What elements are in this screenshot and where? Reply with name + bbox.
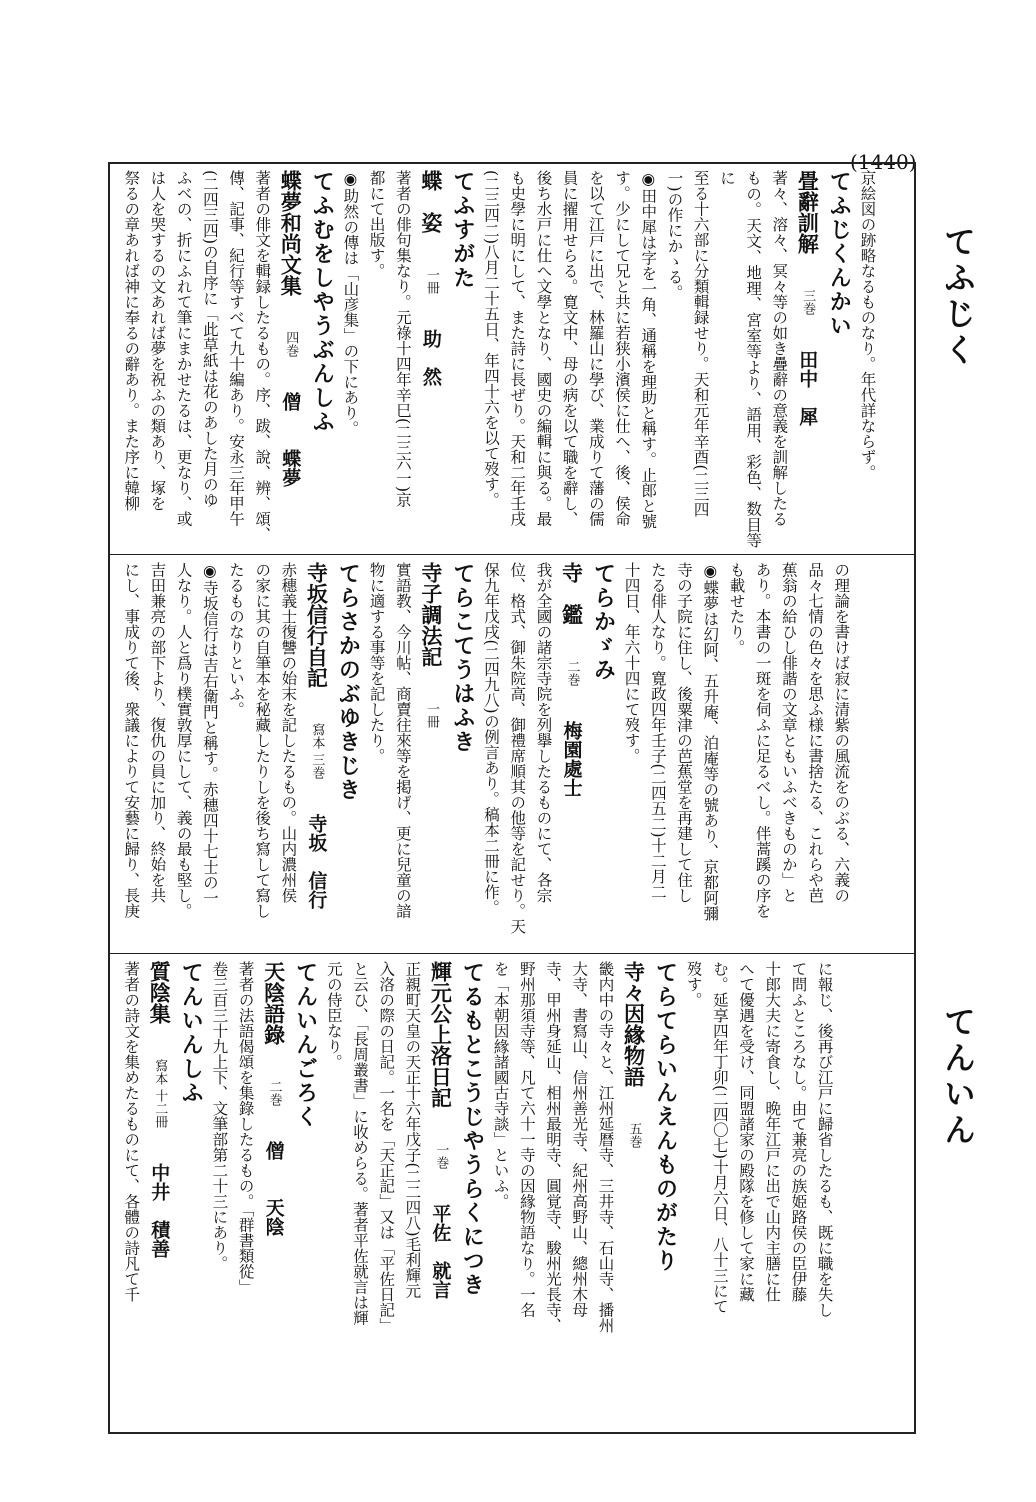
title-text: 寺坂信行自記 xyxy=(304,562,330,688)
text-line: にし、事成りて後、衆議によりて安藝に歸り、長庚 xyxy=(122,562,141,919)
text-line: 吉田兼亮の部下より、復仇の員に加り、終始を共 xyxy=(148,562,167,903)
volume-count: 寫本 十二冊 xyxy=(152,1059,168,1129)
title-text: 質陰集 xyxy=(147,961,173,1024)
title-text: 蝶夢和尚文集 xyxy=(278,170,304,296)
text-line: たる俳人なり。寛政四年壬子(二四五二)十二月二 xyxy=(648,562,667,900)
title-text: 畳辭訓解 xyxy=(795,170,821,254)
text-line: に報じ、後再び江戸に歸省したるも、既に職を失し xyxy=(815,961,834,1318)
text-line: 著々、溶々、冥々等の如き疊辭の意義を訓解したる xyxy=(770,170,789,527)
tier-divider-2 xyxy=(108,953,916,954)
entry-heading: てらかゞみ xyxy=(590,562,616,682)
volume-count: 一冊 xyxy=(423,702,439,728)
text-line: 祭るの章あれば神に奉るの辭あり。また序に韓柳 xyxy=(122,170,141,511)
entry-title xyxy=(556,562,586,946)
text-line: ◉寺坂信行は吉右衛門と稱す。赤穗四十七士の一 xyxy=(200,562,219,906)
author-name: 梅園處士 xyxy=(560,721,583,797)
entry-title xyxy=(425,961,455,1427)
text-line: 正親町天皇の天正十六年戊子(二二四八)毛利輝元 xyxy=(403,961,422,1299)
text-line: 我が全國の諸宗寺院を列擧したるものにて、各宗 xyxy=(534,562,553,903)
text-line: す。少にして兄と共に若狭小濱侯に仕へ、後、侯命 xyxy=(613,170,632,527)
text-line: を以て江戸に出で、林羅山に學び、業成りて藩の儒 xyxy=(586,170,605,527)
entry-heading: てふむをしやうぶんしふ xyxy=(309,170,335,434)
entry-heading: てるもとこうじやうらくにつき xyxy=(459,961,485,1297)
text-line: へて優遇を受け、同盟諸家の殿隊を修して家に藏 xyxy=(737,961,756,1302)
entry-heading: てらさかのぶゆきじき xyxy=(335,562,361,802)
entry-title xyxy=(792,170,822,548)
text-line: ふべの、折にふれて筆にまかせたるは、更なり、或 xyxy=(174,170,193,527)
text-line: 大寺、書寫山、信州善光寺、紀州高野山、總州木母 xyxy=(570,961,589,1318)
text-line: も史學に明にして、また詩に長ぜり。天和二年壬戌 xyxy=(508,170,527,527)
text-line: 物に適する事等を記したり。 xyxy=(367,562,386,764)
title-text: 輝元公上洛日記 xyxy=(428,961,454,1108)
author-name: 平佐 就言 xyxy=(429,1204,452,1299)
title-text: 寺 鑑 xyxy=(559,562,585,625)
text-line: 十郎大夫に寄食し、晩年江戸に出で山内主膳に仕 xyxy=(763,961,782,1302)
running-header-top: てふじく xyxy=(939,225,977,369)
tier-3-text xyxy=(118,961,838,1427)
entry-title xyxy=(416,562,446,946)
page-number: (1440) xyxy=(850,150,917,174)
author-name: 助 然 xyxy=(419,329,442,386)
entry-title xyxy=(618,961,648,1427)
text-line: 蕉翁の給ひし俳諧の文章ともいふべきものか」と xyxy=(779,562,798,903)
text-line: ◉田中犀は字を一角、通稱を理助と稱す。止郎と號 xyxy=(639,170,658,529)
text-line: 後ち水戸に仕へ文學となり、國史の編輯に與る。最 xyxy=(534,170,553,527)
tier-1-text xyxy=(118,170,880,548)
text-line: 入洛の際の日記。一名を「天正記」又は「平佐日記」 xyxy=(377,961,396,1333)
text-line: て問ふところなし。由て兼亮の族姫路侯の臣伊藤 xyxy=(789,961,808,1302)
text-line: 著者の俳文を輯録したるもの。序、跋、說、辨、頌、 xyxy=(253,170,272,542)
entry-heading: てらこてうはふき xyxy=(449,562,475,754)
text-line: たるものなりといふ。 xyxy=(227,562,246,717)
volume-count: 一巻 xyxy=(433,1143,449,1169)
text-line: もの。天文、地理、宮室等より、語用、彩色、数目等に xyxy=(717,170,763,548)
tier-1 xyxy=(118,170,906,548)
tier-2-text xyxy=(118,562,854,946)
entry-heading: てらてらいんえんものがたり xyxy=(652,961,678,1273)
title-text: 天陰語錄 xyxy=(261,961,287,1045)
text-line: を「本朝因緣諸國古寺談」といふ。 xyxy=(491,961,510,1209)
text-line: 寺の子院に住し、後粟津の芭蕉堂を再建して住し xyxy=(675,562,694,903)
title-text: 寺子調法記 xyxy=(418,562,444,667)
text-line: 品々七情の色々を思ふ様に書捨たる、これらや芭 xyxy=(806,562,825,903)
entry-title xyxy=(144,961,174,1427)
entry-title xyxy=(416,170,446,548)
volume-count: 二巻 xyxy=(266,1080,282,1106)
volume-count: 二巻 xyxy=(564,660,580,686)
author-name: 中井 積善 xyxy=(148,1163,171,1259)
text-line: と云ひ、「長周叢書」に收めらる。著者平佐就言は輝 xyxy=(351,961,370,1326)
volume-count: 寫本 三巻 xyxy=(309,723,325,780)
text-line: あり。本書の一斑を伺ふに足るべし。伴蒿蹊の序を xyxy=(753,562,772,919)
title-text: 寺々因緣物語 xyxy=(621,961,647,1087)
volume-count: 四巻 xyxy=(283,331,299,357)
text-line: ◉蝶夢は幻阿、五升庵、泊庵等の號あり、京都阿彌 xyxy=(701,562,720,921)
text-line: 著者の法語偈頌を集錄したるもの。「群書類從」 xyxy=(236,961,255,1295)
text-line: 員に擢用せらる。寛文中、母の病を以て職を辭し、 xyxy=(560,170,579,527)
text-line: 歿す。 xyxy=(684,961,703,1008)
text-line: ◉助然の傳は「山彦集」の下にあり。 xyxy=(341,170,360,436)
title-text: 蝶 姿 xyxy=(418,170,444,233)
author-name: 寺坂 信行 xyxy=(305,814,328,910)
text-line: は人を哭するの文あれば夢を祝ふの類あり、塚を xyxy=(148,170,167,511)
author-name: 僧 蝶夢 xyxy=(279,392,302,487)
entry-heading: てんいんしふ xyxy=(178,961,204,1105)
author-name: 僧 天陰 xyxy=(262,1141,285,1236)
entry-heading: てふすがた xyxy=(449,170,475,290)
text-line: 至る十六部に分類輯録せり。天和元年辛酉(二三四 xyxy=(691,170,710,518)
volume-count: 五巻 xyxy=(626,1122,642,1148)
text-line: 畿内中の寺々と、江州延暦寺、三井寺、石山寺、播州 xyxy=(596,961,615,1333)
text-line: 卷三百三十九上下、文筆部第二十三にあり。 xyxy=(210,961,229,1271)
entry-heading: てんいんごろく xyxy=(292,961,318,1129)
text-line: (二三四二)八月二十五日、年四十六を以て歿す。 xyxy=(482,170,501,508)
running-header-bottom: てんいん xyxy=(939,1005,977,1149)
text-line: の家に其の自筆本を秘藏したりしを後ち寫して寫し xyxy=(253,562,272,919)
volume-count: 一冊 xyxy=(423,268,439,294)
entry-title xyxy=(301,562,331,946)
text-line: 赤穗義士復讐の始末を記したるもの。山内濃州侯 xyxy=(279,562,298,903)
text-line: む。延享四年丁卯(二四〇七)十月六日、八十三にて xyxy=(710,961,729,1315)
text-line: 著者の詩文を集めたるものにて、各體の詩凡て千 xyxy=(122,961,141,1302)
text-line: 寺、甲州身延山、相州最明寺、圓覚寺、駿州光長寺、 xyxy=(544,961,563,1333)
tier-divider-1 xyxy=(108,554,916,555)
author-name: 田中 犀 xyxy=(796,350,819,426)
text-line: 元の侍臣なり。 xyxy=(324,961,343,1070)
tier-3 xyxy=(118,961,906,1427)
text-line: 著者の俳句集なり。元祿十四年辛巳(二三六一)京 xyxy=(393,170,412,508)
tier-2 xyxy=(118,562,906,946)
text-line: 實語教、今川帖、商賣往來等を掲げ、更に兒童の諳 xyxy=(393,562,412,919)
text-line: 野州那須寺等、凡て六十一寺の因緣物語なり。一名 xyxy=(517,961,536,1318)
entry-title xyxy=(275,170,305,548)
text-line: 保九年戊戌(二四九八)の例言あり。稿本二冊に作。 xyxy=(482,562,501,916)
volume-count: 三巻 xyxy=(800,289,816,315)
text-line: の理論を書けば寂に清紫の風流をのぶる、六義の xyxy=(832,562,851,903)
text-line: も載せたり。 xyxy=(727,562,746,655)
text-line: 京絵図の跡略なるものなり。年代詳ならず。 xyxy=(858,170,877,480)
text-line: 人なり。人と爲り樸實敦厚にして、義の最も堅し。 xyxy=(174,562,193,919)
entry-heading: てふじくんかい xyxy=(826,170,852,338)
text-line: 十四日、年六十四にて歿す。 xyxy=(622,562,641,764)
text-line: 都にて出版す。 xyxy=(367,170,386,279)
text-line: 位、格式、御朱院高、御禮席順其の他等を記せり。天 xyxy=(508,562,527,934)
text-line: 傳、記事、紀行等すべて九十編あり。安永三年甲午 xyxy=(227,170,246,527)
entry-title xyxy=(259,961,289,1427)
text-line: 一)の作にかゝる。 xyxy=(665,170,684,301)
text-line: (二四三四)の自序に「此草紙は花のあした月のゆ xyxy=(200,170,219,508)
